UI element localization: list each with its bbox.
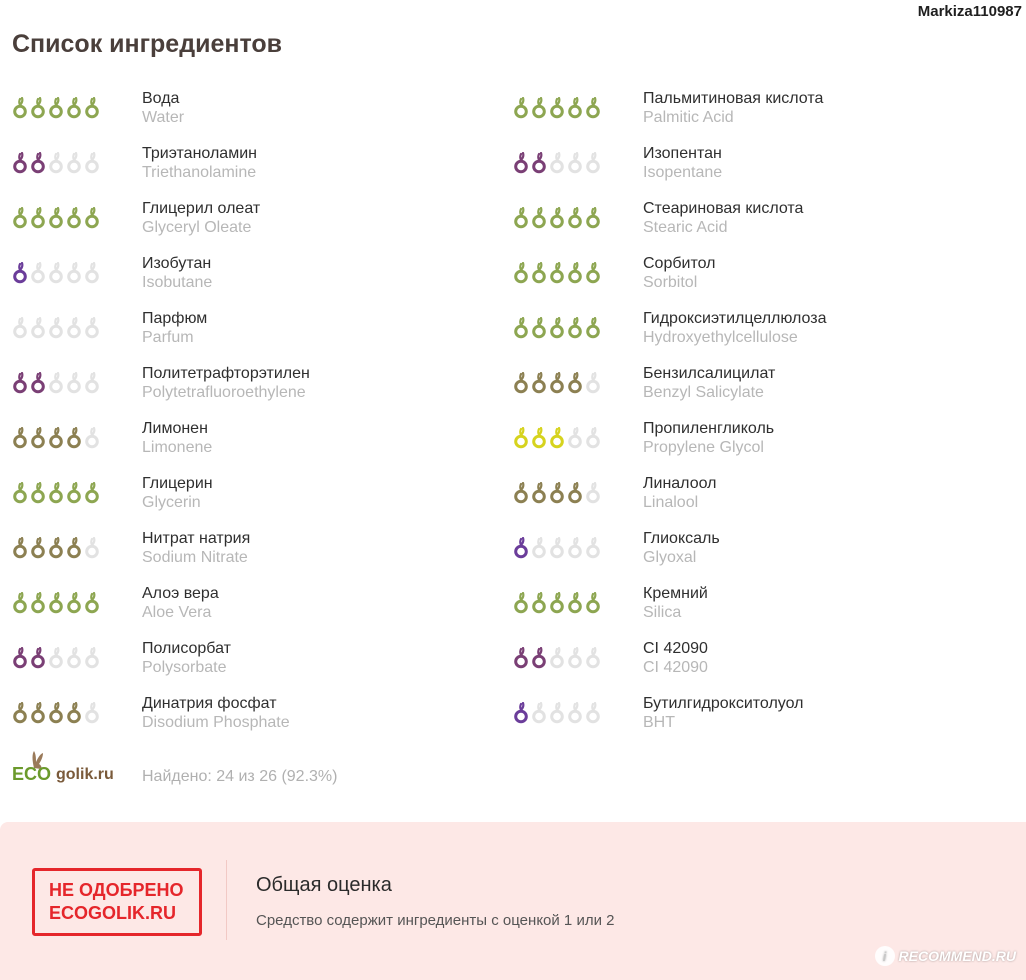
rating-drop-icon [531,482,547,504]
ingredient-name-ru[interactable]: Полисорбат [142,640,231,657]
rating-drop-icon [30,482,46,504]
rating-drop-icon [585,262,601,284]
ingredient-name-ru[interactable]: Линалоол [643,475,717,492]
rating-drops [513,152,601,174]
ingredient-row[interactable] [513,308,993,363]
ingredient-names [142,419,212,457]
rating-drop-icon [549,152,565,174]
rating-drop-icon [585,702,601,724]
rating-drop-icon [84,647,100,669]
rating-drop-icon [567,537,583,559]
rating-drop-icon [48,537,64,559]
rating-drop-icon [513,647,529,669]
ingredient-row[interactable] [513,363,993,418]
ingredient-row[interactable] [12,528,492,583]
ingredient-name-ru[interactable]: Нитрат натрия [142,530,251,547]
recommend-logo-icon: i [875,946,895,966]
rating-drop-icon [30,152,46,174]
watermark-text: RECOMMEND.RU [898,948,1016,964]
rating-drop-icon [30,207,46,229]
rating-drop-icon [549,262,565,284]
rating-drops [12,262,100,284]
ingredient-name-en: Glycerin [142,494,201,511]
rating-drop-icon [12,702,28,724]
ingredient-name-en: Disodium Phosphate [142,714,290,731]
rating-drops [513,647,601,669]
ingredient-row[interactable] [513,88,993,143]
rating-drop-icon [84,262,100,284]
rating-drop-icon [30,427,46,449]
rating-drop-icon [48,372,64,394]
ingredient-names [643,199,803,237]
rating-drop-icon [513,262,529,284]
ingredient-name-en: Parfum [142,329,194,346]
ingredient-name-en: CI 42090 [643,659,708,676]
rating-drops [513,427,601,449]
ingredient-name-ru[interactable]: Глиоксаль [643,530,720,547]
rating-drop-icon [48,702,64,724]
rating-drop-icon [549,207,565,229]
rating-drop-icon [567,647,583,669]
rating-drop-icon [66,482,82,504]
ingredient-names [142,254,212,292]
rating-drop-icon [48,317,64,339]
ingredient-names [643,419,774,457]
rating-drop-icon [66,262,82,284]
rating-drop-icon [12,152,28,174]
ingredient-names [142,584,219,622]
ingredient-name-ru[interactable]: Изопентан [643,145,722,162]
ingredient-name-ru[interactable]: Пальмитиновая кислота [643,90,824,107]
rating-drops [513,207,601,229]
rating-drop-icon [549,702,565,724]
rating-drop-icon [585,317,601,339]
rating-drops [513,97,601,119]
rating-drops [12,427,100,449]
overall-description: Средство содержит ингредиенты с оценкой 1 или 2 [256,912,615,929]
ingredient-row[interactable] [12,363,492,418]
rating-drop-icon [531,97,547,119]
ingredient-name-en: Palmitic Acid [643,109,734,126]
ingredient-name-en: Isobutane [142,274,213,291]
rating-drop-icon [84,427,100,449]
ingredient-name-en: Glyoxal [643,549,697,566]
ingredient-name-en: Benzyl Salicylate [643,384,764,401]
rating-drops [513,262,601,284]
rating-drop-icon [66,372,82,394]
rating-drop-icon [567,592,583,614]
ingredient-name-en: Aloe Vera [142,604,212,621]
ingredient-row[interactable] [513,638,993,693]
rating-drop-icon [84,97,100,119]
ingredient-name-ru[interactable]: Бутилгидрокситолуол [643,695,804,712]
ingredient-name-en: Linalool [643,494,699,511]
rating-drop-icon [585,427,601,449]
ingredient-name-en: Sorbitol [643,274,698,291]
rating-drop-icon [66,317,82,339]
rating-drop-icon [549,537,565,559]
rating-drop-icon [48,482,64,504]
rating-drop-icon [12,317,28,339]
rating-drop-icon [549,97,565,119]
rating-drops [12,152,100,174]
rating-drop-icon [585,152,601,174]
ingredient-name-ru[interactable]: Гидроксиэтилцеллюлоза [643,310,827,327]
rating-drops [12,482,100,504]
rating-drop-icon [531,207,547,229]
rating-drop-icon [531,537,547,559]
rating-drop-icon [531,152,547,174]
rating-drops [12,372,100,394]
ingredient-name-ru[interactable]: Триэтаноламин [142,145,257,162]
rating-drop-icon [549,482,565,504]
ingredient-name-ru[interactable]: Бензилсалицилат [643,365,776,382]
ingredient-names [643,89,823,127]
ingredient-names [643,364,775,402]
ingredient-row[interactable] [12,253,492,308]
rating-drop-icon [84,702,100,724]
ingredient-name-ru[interactable]: Изобутан [142,255,212,272]
ingredient-names [142,309,207,347]
rating-drop-icon [84,317,100,339]
rating-drop-icon [531,317,547,339]
rating-drop-icon [567,152,583,174]
ingredient-name-ru[interactable]: Парфюм [142,310,208,327]
rating-drops [513,592,601,614]
ingredient-row[interactable] [12,418,492,473]
ingredient-name-en: Sodium Nitrate [142,549,248,566]
list-footer [12,750,492,790]
ingredient-column-left [12,88,492,748]
stamp-line-2: ECOGOLIK.RU [49,903,177,923]
ingredient-name-en: Polytetrafluoroethylene [142,384,306,401]
rating-drop-icon [66,97,82,119]
rating-drop-icon [567,702,583,724]
rating-drop-icon [513,482,529,504]
rating-drop-icon [585,592,601,614]
rating-drop-icon [66,152,82,174]
recommend-watermark [875,946,1016,966]
rating-drops [12,97,100,119]
rating-drop-icon [12,97,28,119]
ingredient-row[interactable] [513,418,993,473]
rating-drop-icon [513,702,529,724]
ingredient-name-ru[interactable]: Лимонен [142,420,208,437]
logo-golik-text: golik.ru [56,766,114,783]
ingredient-names [643,529,720,567]
rating-drops [12,207,100,229]
rating-drop-icon [531,427,547,449]
rating-drop-icon [531,702,547,724]
rating-drop-icon [66,702,82,724]
rating-drop-icon [513,427,529,449]
ingredient-names [643,309,827,347]
rating-drop-icon [567,97,583,119]
rating-drop-icon [567,262,583,284]
rating-drop-icon [513,97,529,119]
ingredient-name-en: Limonene [142,439,213,456]
rating-drops [12,702,100,724]
rating-drop-icon [549,427,565,449]
found-count: Найдено: 24 из 26 (92.3%) [142,768,338,785]
rating-drop-icon [513,372,529,394]
ingredient-row[interactable] [513,143,993,198]
ingredient-row[interactable] [513,528,993,583]
ingredient-name-ru[interactable]: Сорбитол [643,255,716,272]
rating-drop-icon [12,262,28,284]
rating-drop-icon [30,317,46,339]
rating-drop-icon [531,647,547,669]
ingredient-names [142,199,260,237]
ingredient-names [643,144,722,182]
rating-drop-icon [12,207,28,229]
ingredient-row[interactable] [12,638,492,693]
rating-drop-icon [12,537,28,559]
ingredient-row[interactable] [12,88,492,143]
ingredient-column-right [513,88,993,748]
rating-drops [12,647,100,669]
ingredient-name-en: Isopentane [643,164,723,181]
ingredient-name-ru[interactable]: Глицерил олеат [142,200,261,217]
rating-drop-icon [531,262,547,284]
ingredient-names [142,694,290,732]
rating-drop-icon [567,317,583,339]
username[interactable]: Markiza110987 [917,3,1022,20]
ingredient-name-ru[interactable]: Глицерин [142,475,213,492]
rating-drop-icon [585,647,601,669]
rating-drop-icon [48,262,64,284]
ingredient-name-ru[interactable]: Пропиленгликоль [643,420,775,437]
ingredient-row[interactable] [12,143,492,198]
ingredient-names [643,474,716,512]
rating-drop-icon [30,647,46,669]
rating-drop-icon [513,152,529,174]
rating-drop-icon [12,592,28,614]
ingredient-name-ru[interactable]: Динатрия фосфат [142,695,277,712]
rating-drop-icon [567,372,583,394]
rating-drop-icon [30,97,46,119]
rating-drop-icon [531,592,547,614]
ingredient-name-en: Polysorbate [142,659,227,676]
ingredient-name-ru[interactable]: Вода [142,90,180,107]
ingredient-name-en: Stearic Acid [643,219,728,236]
ingredient-names [142,89,184,127]
divider [226,860,227,940]
rating-drops [513,537,601,559]
rating-drop-icon [549,372,565,394]
rating-drops [513,702,601,724]
rating-drop-icon [12,372,28,394]
rating-drop-icon [513,207,529,229]
rating-drops [12,317,100,339]
rating-drop-icon [549,317,565,339]
ingredient-names [142,639,231,677]
ingredient-name-ru[interactable]: Кремний [643,585,708,602]
rating-drop-icon [30,592,46,614]
rating-drop-icon [48,97,64,119]
rating-drop-icon [48,647,64,669]
rating-drop-icon [66,207,82,229]
rating-drop-icon [30,262,46,284]
ingredient-row[interactable] [513,583,993,638]
rating-drop-icon [84,152,100,174]
ingredient-name-en: Propylene Glycol [643,439,764,456]
rating-drop-icon [567,427,583,449]
stamp-line-1: НЕ ОДОБРЕНО [49,880,184,900]
rating-drop-icon [531,372,547,394]
rating-drop-icon [48,592,64,614]
ingredient-row[interactable] [12,583,492,638]
overall-assessment-panel [0,822,1026,980]
rating-drop-icon [84,482,100,504]
not-approved-stamp [32,868,202,936]
rating-drop-icon [585,97,601,119]
ingredient-names [142,529,250,567]
rating-drop-icon [513,537,529,559]
ingredient-names [643,694,804,732]
ingredient-name-ru[interactable]: Алоэ вера [142,585,219,602]
rating-drops [513,482,601,504]
ingredient-row[interactable] [12,473,492,528]
ingredient-row[interactable] [513,253,993,308]
page-title: Список ингредиентов [12,30,283,58]
rating-drop-icon [48,427,64,449]
rating-drop-icon [48,152,64,174]
rating-drop-icon [585,372,601,394]
ingredient-names [643,639,708,677]
ingredient-name-ru[interactable]: Политетрафторэтилен [142,365,310,382]
rating-drop-icon [66,537,82,559]
rating-drop-icon [585,207,601,229]
ecogolik-logo[interactable] [12,750,124,790]
rating-drop-icon [30,372,46,394]
ingredient-name-en: Triethanolamine [142,164,257,181]
ingredient-name-en: Glyceryl Oleate [142,219,252,236]
ingredient-row[interactable] [513,198,993,253]
rating-drop-icon [585,537,601,559]
ingredient-row[interactable] [12,308,492,363]
ingredient-row[interactable] [12,198,492,253]
ingredient-name-en: BHT [643,714,675,731]
rating-drops [12,592,100,614]
rating-drop-icon [66,427,82,449]
ingredient-name-en: Silica [643,604,682,621]
rating-drop-icon [84,207,100,229]
rating-drops [12,537,100,559]
ingredient-row[interactable] [513,473,993,528]
rating-drop-icon [549,647,565,669]
ingredient-name-en: Hydroxyethylcellulose [643,329,798,346]
ingredient-name-en: Water [142,109,185,126]
rating-drop-icon [48,207,64,229]
rating-drop-icon [567,207,583,229]
rating-drop-icon [12,482,28,504]
rating-drop-icon [30,537,46,559]
rating-drop-icon [549,592,565,614]
ingredient-name-ru[interactable]: CI 42090 [643,640,708,657]
ingredient-names [142,144,257,182]
ingredient-row[interactable] [513,693,993,748]
rating-drop-icon [12,647,28,669]
rating-drops [513,317,601,339]
rating-drop-icon [585,482,601,504]
ingredient-names [142,364,310,402]
rating-drop-icon [513,592,529,614]
rating-drop-icon [30,702,46,724]
rating-drop-icon [567,482,583,504]
rating-drop-icon [84,592,100,614]
rating-drop-icon [84,537,100,559]
ingredient-names [142,474,213,512]
ingredient-names [643,584,708,622]
rating-drop-icon [84,372,100,394]
overall-title: Общая оценка [256,874,392,896]
rating-drop-icon [513,317,529,339]
rating-drops [513,372,601,394]
ingredient-names [643,254,715,292]
rating-drop-icon [66,647,82,669]
rating-drop-icon [12,427,28,449]
rating-drop-icon [66,592,82,614]
logo-eco-text: ECO [12,764,52,784]
ingredient-name-ru[interactable]: Стеариновая кислота [643,200,804,217]
ingredient-row[interactable] [12,693,492,748]
